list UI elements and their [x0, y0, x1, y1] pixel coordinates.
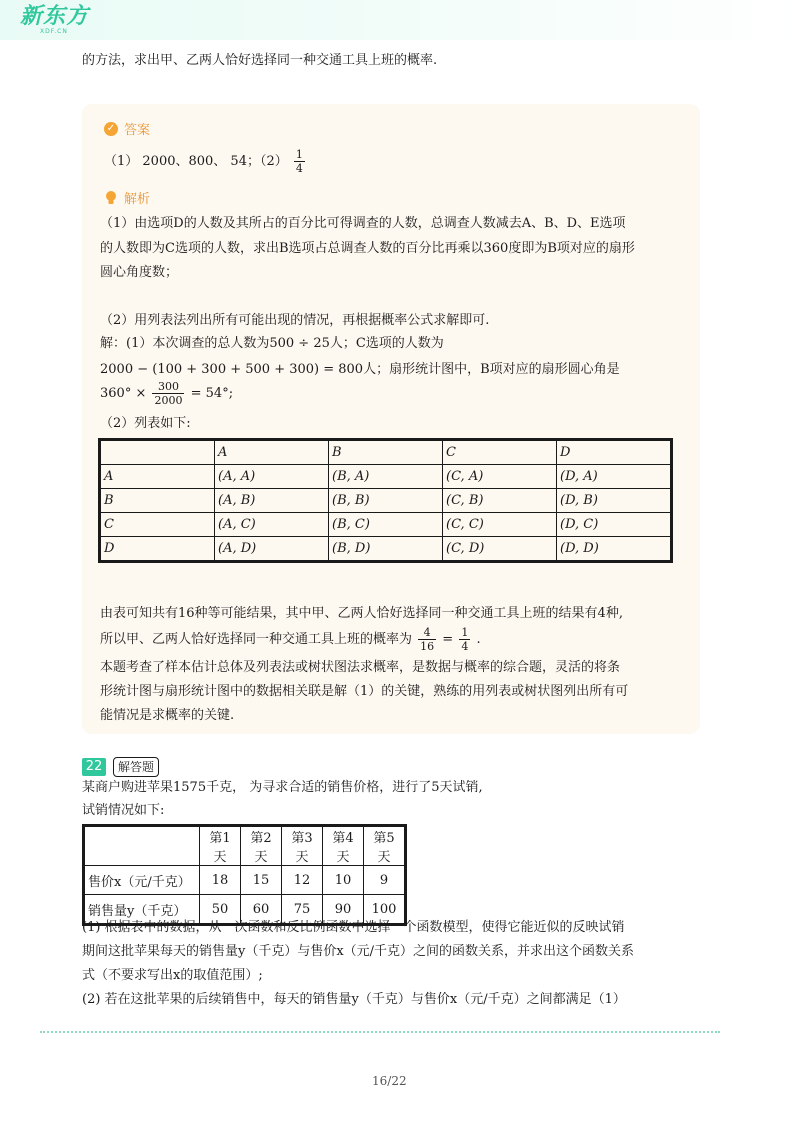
- analysis-p2: （2）用列表法列出所有可能出现的情况，再根据概率公式求解即可.: [100, 313, 490, 328]
- table-cell: 50: [200, 895, 241, 925]
- table-cell: 100: [364, 895, 406, 925]
- answer-text: （1） 2000、800、 54；（2）: [104, 154, 288, 169]
- sales-table: [82, 824, 407, 926]
- table-cell: (C, C): [443, 513, 557, 537]
- table-row: [100, 489, 672, 513]
- solution-line3: 360° × $\frac{300}{2000}$ = 54°;: [100, 380, 234, 407]
- intro-line: 的方法，求出甲、乙两人恰好选择同一种交通工具上班的概率.: [82, 53, 438, 68]
- table-row: [84, 826, 406, 866]
- table-cell: (D, A): [557, 465, 672, 489]
- table-cell: B: [100, 489, 215, 513]
- answer-heading: [104, 119, 150, 138]
- table-cell: (A, D): [215, 537, 329, 562]
- solution-line4: （2）列表如下:: [100, 416, 191, 431]
- table-row: [100, 440, 672, 465]
- logo-text: 新东方: [20, 4, 90, 29]
- table-header-cell: 第2天: [241, 826, 282, 866]
- table-header-cell: 第3天: [282, 826, 323, 866]
- table-cell: [84, 826, 200, 866]
- analysis-p1-line3: 圆心角度数；: [100, 265, 179, 280]
- table-row-header: 销售量y（千克）: [84, 895, 200, 925]
- table-cell: (A, B): [215, 489, 329, 513]
- outcome-table: [98, 438, 673, 563]
- table-row: [100, 537, 672, 562]
- analysis-p1-line1: （1）由选项D的人数及其所占的百分比可得调查的人数，总调查人数减去A、B、D、E选项: [100, 216, 626, 231]
- table-cell: (A, C): [215, 513, 329, 537]
- table-cell: B: [329, 440, 443, 465]
- lightbulb-icon: [104, 190, 118, 206]
- question-type-tag: 解答题: [113, 757, 159, 777]
- table-cell: A: [215, 440, 329, 465]
- part2-line1: (2) 若在这批苹果的后续销售中，每天的销售量y（千克）与售价x（元/千克）之间都满足（1）: [82, 992, 626, 1007]
- table-row: [100, 465, 672, 489]
- table-cell: (B, A): [329, 465, 443, 489]
- table-cell: 12: [282, 866, 323, 895]
- table-cell: C: [100, 513, 215, 537]
- part1-line2: 期间这批苹果每天的销售量y（千克）与售价x（元/千克）之间的函数关系，并求出这个函数关系: [82, 944, 635, 959]
- angle-fraction: $\frac{300}{2000}$: [154, 380, 183, 407]
- table-cell: (D, D): [557, 537, 672, 562]
- table-cell: (C, D): [443, 537, 557, 562]
- question-number-badge: 22: [82, 758, 106, 776]
- table-row: [100, 513, 672, 537]
- analysis-heading-label: 解析: [124, 192, 151, 207]
- solution-line2: 2000 − (100 + 300 + 500 + 300) = 800人；扇形统计图中，B项对应的扇形圆心角是: [100, 362, 620, 377]
- table-cell: (C, B): [443, 489, 557, 513]
- analysis-p1-line2: 的人数即为C选项的人数，求出B选项占总调查人数的百分比再乘以360度即为B项对应的扇形: [100, 241, 635, 256]
- table-cell: (A, A): [215, 465, 329, 489]
- table-row: [84, 866, 406, 895]
- table-cell: (B, C): [329, 513, 443, 537]
- table-cell: D: [100, 537, 215, 562]
- table-row-header: 售价x（元/千克）: [84, 866, 200, 895]
- answer-fraction: $\frac{1}{4}$: [295, 148, 303, 175]
- header-band: [0, 0, 800, 40]
- part1-line3: 式（不要求写出x的取值范围）;: [82, 968, 263, 983]
- logo-subtext: XDF.CN: [40, 28, 68, 35]
- table-cell: 18: [200, 866, 241, 895]
- table-cell: (B, B): [329, 489, 443, 513]
- table-header-cell: 第5天: [364, 826, 406, 866]
- table-cell: (C, A): [443, 465, 557, 489]
- question-line2: 试销情况如下:: [82, 803, 165, 818]
- table-cell: (D, C): [557, 513, 672, 537]
- table-cell: [100, 440, 215, 465]
- brand-logo: [20, 6, 89, 35]
- conclusion-line1: 由表可知共有16种等可能结果，其中甲、乙两人恰好选择同一种交通工具上班的结果有4种,: [100, 606, 623, 621]
- probability-fraction: $\frac{4}{16}$: [420, 626, 435, 653]
- table-cell: C: [443, 440, 557, 465]
- question-line1: 某商户购进苹果1575千克， 为寻求合适的销售价格，进行了5天试销,: [82, 780, 483, 795]
- table-header-cell: 第4天: [323, 826, 364, 866]
- check-badge-icon: ✓: [104, 122, 118, 136]
- conclusion-line4: 形统计图与扇形统计图中的数据相关联是解（1）的关键，熟练的用列表或树状图列出所有可: [100, 684, 629, 699]
- conclusion-line5: 能情况是求概率的关键.: [100, 708, 235, 723]
- table-cell: 10: [323, 866, 364, 895]
- answer-heading-label: 答案: [124, 123, 151, 138]
- answer-line: [104, 148, 307, 175]
- table-cell: A: [100, 465, 215, 489]
- table-cell: (B, D): [329, 537, 443, 562]
- table-cell: D: [557, 440, 672, 465]
- conclusion-line2: 所以甲、乙两人恰好选择同一种交通工具上班的概率为 $\frac{4}{16}$ = $\frac{1}{4}$ .: [100, 626, 481, 653]
- table-cell: 90: [323, 895, 364, 925]
- table-cell: (D, B): [557, 489, 672, 513]
- page-number: 16/22: [372, 1074, 407, 1088]
- table-cell: 15: [241, 866, 282, 895]
- part1-line1: (1) 根据表中的数据，从一次函数和反比例函数中选择一个函数模型，使得它能近似的反映试销: [82, 920, 625, 935]
- analysis-heading: [104, 188, 150, 207]
- table-cell: 9: [364, 866, 406, 895]
- table-cell: 60: [241, 895, 282, 925]
- conclusion-line3: 本题考查了样本估计总体及列表法或树状图法求概率，是数据与概率的综合题，灵活的将条: [100, 660, 621, 675]
- table-cell: 75: [282, 895, 323, 925]
- solution-line1: 解：(1）本次调查的总人数为500 ÷ 25人；C选项的人数为: [100, 336, 444, 351]
- probability-fraction-simplified: $\frac{1}{4}$: [461, 626, 469, 653]
- table-header-cell: 第1天: [200, 826, 241, 866]
- dotted-divider: [40, 1031, 720, 1033]
